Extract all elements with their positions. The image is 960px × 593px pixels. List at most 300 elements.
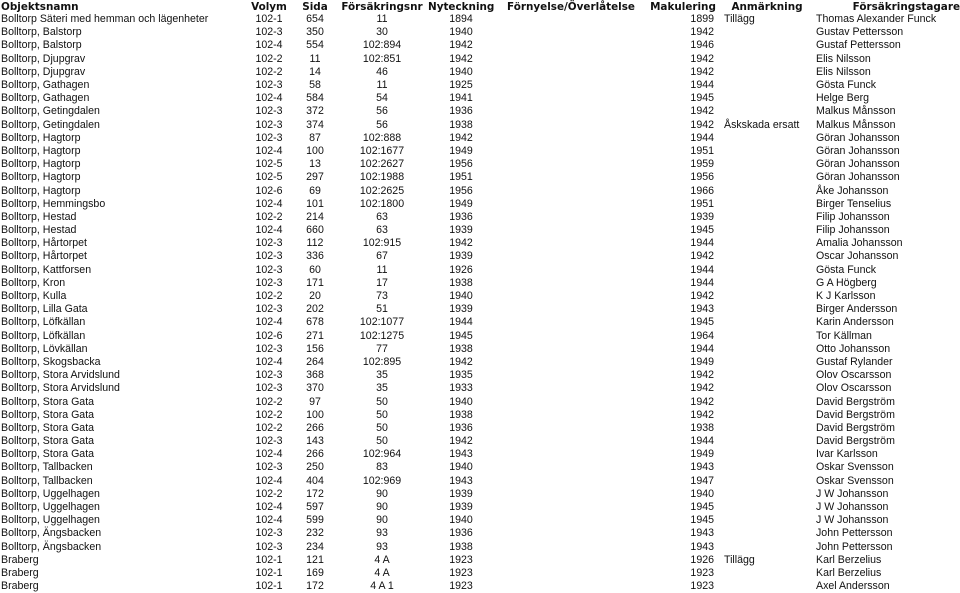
forsakringstagare-cell: Olov Oscarsson (816, 382, 892, 395)
column-header-sida: Sida (302, 0, 328, 13)
volym-cell: 102-3 (255, 435, 283, 448)
forsakringstagare-cell: Gustaf Rylander (816, 355, 893, 368)
forsakringsnr-cell: 30 (376, 26, 388, 39)
fornyelse-spacer-cell (496, 343, 646, 356)
makulering-cell: 1942 (690, 290, 714, 303)
table-row (0, 145, 960, 158)
objektsnamn-cell: Bolltorp, Hagtorp (1, 171, 81, 184)
objektsnamn-cell: Bolltorp, Ängsbacken (1, 540, 102, 553)
nyteckning-cell: 1938 (449, 540, 473, 553)
volym-cell: 102-4 (255, 197, 283, 210)
forsakringsnr-cell: 50 (376, 435, 388, 448)
anmarkning-cell (720, 475, 814, 488)
forsakringsnr-cell: 17 (376, 276, 388, 289)
sida-cell: 271 (306, 329, 324, 342)
makulering-cell: 1966 (690, 184, 714, 197)
table-row (0, 369, 960, 382)
forsakringsnr-cell: 102:1988 (359, 171, 405, 184)
forsakringsnr-cell: 50 (376, 395, 388, 408)
table-row (0, 330, 960, 343)
makulering-cell: 1942 (690, 118, 714, 131)
column-header-makulering: Makulering (650, 0, 716, 13)
anmarkning-cell (720, 290, 814, 303)
anmarkning-cell (720, 316, 814, 329)
objektsnamn-cell: Bolltorp, Lilla Gata (1, 303, 88, 316)
anmarkning-cell (720, 145, 814, 158)
volym-cell: 102-3 (255, 276, 283, 289)
forsakringsnr-cell: 73 (376, 290, 388, 303)
volym-cell: 102-2 (255, 395, 283, 408)
forsakringstagare-cell: Gösta Funck (816, 263, 877, 276)
anmarkning-cell (720, 26, 814, 39)
table-row (0, 132, 960, 145)
makulering-cell: 1942 (690, 369, 714, 382)
table-row (0, 53, 960, 66)
nyteckning-cell: 1923 (449, 566, 473, 579)
forsakringsnr-cell: 83 (376, 461, 388, 474)
anmarkning-cell: Tillägg (724, 13, 755, 26)
anmarkning-cell (720, 527, 814, 540)
forsakringsnr-cell: 50 (376, 408, 388, 421)
volym-cell: 102-2 (255, 487, 283, 500)
nyteckning-cell: 1939 (449, 250, 473, 263)
forsakringstagare-cell: David Bergström (816, 435, 895, 448)
anmarkning-cell (720, 303, 814, 316)
objektsnamn-cell: Braberg (1, 553, 39, 566)
fornyelse-spacer-cell (496, 53, 646, 66)
nyteckning-cell: 1936 (449, 105, 473, 118)
fornyelse-spacer-cell (496, 105, 646, 118)
nyteckning-cell: 1941 (449, 92, 473, 105)
objektsnamn-cell: Bolltorp, Gathagen (1, 79, 90, 92)
sida-cell: 169 (306, 566, 324, 579)
makulering-cell: 1944 (690, 237, 714, 250)
nyteckning-cell: 1939 (449, 224, 473, 237)
volym-cell: 102-4 (255, 224, 283, 237)
volym-cell: 102-3 (255, 250, 283, 263)
anmarkning-cell (720, 277, 814, 290)
anmarkning-cell (720, 435, 814, 448)
table-row (0, 158, 960, 171)
anmarkning-cell (720, 264, 814, 277)
table-row (0, 92, 960, 105)
makulering-cell: 1942 (690, 395, 714, 408)
objektsnamn-cell: Bolltorp, Stora Gata (1, 395, 95, 408)
volym-cell: 102-2 (255, 408, 283, 421)
table-row (0, 277, 960, 290)
table-row (0, 475, 960, 488)
sida-cell: 597 (306, 501, 324, 514)
makulering-cell: 1959 (690, 158, 714, 171)
fornyelse-spacer-cell (496, 264, 646, 277)
table-row (0, 303, 960, 316)
nyteckning-cell: 1938 (449, 118, 473, 131)
fornyelse-spacer-cell (496, 184, 646, 197)
sida-cell: 143 (306, 435, 324, 448)
anmarkning-cell (720, 105, 814, 118)
nyteckning-cell: 1933 (449, 382, 473, 395)
fornyelse-spacer-cell (496, 501, 646, 514)
makulering-cell: 1943 (690, 540, 714, 553)
column-header-nyteckning: Nyteckning (428, 0, 495, 13)
objektsnamn-cell: Bolltorp, Uggelhagen (1, 514, 100, 527)
nyteckning-cell: 1926 (449, 263, 473, 276)
sida-cell: 14 (309, 65, 321, 78)
makulering-cell: 1943 (690, 303, 714, 316)
forsakringstagare-cell: David Bergström (816, 421, 895, 434)
objektsnamn-cell: Braberg (1, 580, 39, 593)
forsakringstagare-cell: Tor Källman (816, 329, 872, 342)
volym-cell: 102-3 (255, 382, 283, 395)
forsakringstagare-cell: G A Högberg (816, 276, 877, 289)
fornyelse-spacer-cell (496, 409, 646, 422)
forsakringsnr-cell: 77 (376, 342, 388, 355)
makulering-cell: 1947 (690, 474, 714, 487)
volym-cell: 102-2 (255, 210, 283, 223)
table-row (0, 448, 960, 461)
anmarkning-cell (720, 211, 814, 224)
table-row (0, 237, 960, 250)
sida-cell: 599 (306, 514, 324, 527)
fornyelse-spacer-cell (496, 395, 646, 408)
anmarkning-cell (720, 461, 814, 474)
anmarkning-cell (720, 488, 814, 501)
fornyelse-spacer-cell (496, 330, 646, 343)
sida-cell: 250 (306, 461, 324, 474)
column-header-objektsnamn: Objektsnamn (1, 0, 79, 13)
nyteckning-cell: 1943 (449, 474, 473, 487)
forsakringstagare-cell: Åke Johansson (816, 184, 889, 197)
nyteckning-cell: 1939 (449, 303, 473, 316)
objektsnamn-cell: Bolltorp, Hagtorp (1, 158, 81, 171)
sida-cell: 404 (306, 474, 324, 487)
anmarkning-cell (720, 79, 814, 92)
fornyelse-spacer-cell (496, 567, 646, 580)
sida-cell: 121 (306, 553, 324, 566)
anmarkning-cell (720, 395, 814, 408)
objektsnamn-cell: Bolltorp, Djupgrav (1, 65, 86, 78)
fornyelse-spacer-cell (496, 475, 646, 488)
nyteckning-cell: 1940 (449, 26, 473, 39)
anmarkning-cell (720, 184, 814, 197)
anmarkning-cell (720, 39, 814, 52)
nyteckning-cell: 1943 (449, 448, 473, 461)
table-row (0, 119, 960, 132)
fornyelse-spacer-cell (496, 316, 646, 329)
nyteckning-cell: 1940 (449, 514, 473, 527)
volym-cell: 102-1 (255, 13, 283, 26)
anmarkning-cell (720, 580, 814, 593)
forsakringsnr-cell: 63 (376, 224, 388, 237)
table-row (0, 39, 960, 52)
objektsnamn-cell: Bolltorp, Hestad (1, 210, 77, 223)
fornyelse-spacer-cell (496, 158, 646, 171)
table-row (0, 224, 960, 237)
column-header-forsakringstagare: Försäkringstagare (852, 0, 960, 13)
forsakringstagare-cell: Oscar Johansson (816, 250, 899, 263)
table-row (0, 422, 960, 435)
table-row (0, 382, 960, 395)
makulering-cell: 1942 (690, 65, 714, 78)
objektsnamn-cell: Bolltorp, Gathagen (1, 92, 90, 105)
fornyelse-spacer-cell (496, 488, 646, 501)
makulering-cell: 1923 (690, 566, 714, 579)
makulering-cell: 1945 (690, 224, 714, 237)
nyteckning-cell: 1942 (449, 52, 473, 65)
volym-cell: 102-3 (255, 540, 283, 553)
anmarkning-cell (720, 541, 814, 554)
table-row (0, 527, 960, 540)
forsakringsnr-cell: 35 (376, 382, 388, 395)
table-row (0, 264, 960, 277)
table-body (0, 13, 960, 593)
objektsnamn-cell: Bolltorp, Uggelhagen (1, 487, 100, 500)
volym-cell: 102-3 (255, 131, 283, 144)
anmarkning-cell (720, 237, 814, 250)
nyteckning-cell: 1936 (449, 421, 473, 434)
forsakringstagare-cell: Gösta Funck (816, 79, 877, 92)
sida-cell: 172 (306, 487, 324, 500)
fornyelse-spacer-cell (496, 145, 646, 158)
fornyelse-spacer-cell (496, 13, 646, 26)
forsakringsnr-cell: 102:851 (362, 52, 402, 65)
table-row (0, 171, 960, 184)
forsakringstagare-cell: David Bergström (816, 408, 895, 421)
volym-cell: 102-5 (255, 171, 283, 184)
objektsnamn-cell: Braberg (1, 566, 39, 579)
anmarkning-cell (720, 198, 814, 211)
volym-cell: 102-5 (255, 158, 283, 171)
forsakringstagare-cell: Karin Andersson (816, 316, 894, 329)
fornyelse-spacer-cell (496, 224, 646, 237)
sida-cell: 60 (309, 263, 321, 276)
forsakringsnr-cell: 102:888 (362, 131, 402, 144)
volym-cell: 102-6 (255, 184, 283, 197)
objektsnamn-cell: Bolltorp, Kulla (1, 290, 67, 303)
objektsnamn-cell: Bolltorp, Stora Arvidslund (1, 382, 120, 395)
forsakringsnr-cell: 93 (376, 540, 388, 553)
fornyelse-spacer-cell (496, 171, 646, 184)
sida-cell: 156 (306, 342, 324, 355)
forsakringsnr-cell: 11 (376, 13, 388, 26)
objektsnamn-cell: Bolltorp, Kattforsen (1, 263, 92, 276)
nyteckning-cell: 1940 (449, 290, 473, 303)
makulering-cell: 1939 (690, 210, 714, 223)
anmarkning-cell (720, 343, 814, 356)
objektsnamn-cell: Bolltorp Säteri med hemman och lägenheter (1, 13, 209, 26)
sida-cell: 232 (306, 527, 324, 540)
nyteckning-cell: 1938 (449, 408, 473, 421)
objektsnamn-cell: Bolltorp, Hagtorp (1, 131, 81, 144)
sida-cell: 87 (309, 131, 321, 144)
volym-cell: 102-3 (255, 461, 283, 474)
volym-cell: 102-3 (255, 527, 283, 540)
column-header-anmarkning: Anmärkning (731, 0, 803, 13)
objektsnamn-cell: Bolltorp, Hagtorp (1, 144, 81, 157)
makulering-cell: 1944 (690, 276, 714, 289)
table-row (0, 514, 960, 527)
fornyelse-spacer-cell (496, 66, 646, 79)
objektsnamn-cell: Bolltorp, Stora Arvidslund (1, 369, 120, 382)
nyteckning-cell: 1939 (449, 487, 473, 500)
fornyelse-spacer-cell (496, 527, 646, 540)
anmarkning-cell (720, 66, 814, 79)
objektsnamn-cell: Bolltorp, Hårtorpet (1, 250, 87, 263)
volym-cell: 102-3 (255, 26, 283, 39)
forsakringsnr-cell: 4 A (374, 553, 390, 566)
fornyelse-spacer-cell (496, 541, 646, 554)
volym-cell: 102-4 (255, 92, 283, 105)
nyteckning-cell: 1923 (449, 553, 473, 566)
forsakringsnr-cell: 102:2625 (359, 184, 405, 197)
volym-cell: 102-3 (255, 237, 283, 250)
forsakringsnr-cell: 11 (376, 263, 388, 276)
volym-cell: 102-4 (255, 39, 283, 52)
anmarkning-cell: Tillägg (724, 553, 755, 566)
forsakringsnr-cell: 102:969 (362, 474, 402, 487)
sida-cell: 101 (306, 197, 324, 210)
nyteckning-cell: 1956 (449, 184, 473, 197)
table-row (0, 461, 960, 474)
nyteckning-cell: 1894 (449, 13, 473, 26)
forsakringsnr-cell: 90 (376, 487, 388, 500)
forsakringsnr-cell: 51 (376, 303, 388, 316)
objektsnamn-cell: Bolltorp, Stora Gata (1, 435, 95, 448)
table-row (0, 567, 960, 580)
sida-cell: 554 (306, 39, 324, 52)
sida-cell: 97 (309, 395, 321, 408)
sida-cell: 172 (306, 580, 324, 593)
sida-cell: 58 (309, 79, 321, 92)
volym-cell: 102-6 (255, 329, 283, 342)
forsakringstagare-cell: Malkus Månsson (816, 105, 896, 118)
forsakringstagare-cell: Malkus Månsson (816, 118, 896, 131)
forsakringstagare-cell: Karl Berzelius (816, 553, 882, 566)
makulering-cell: 1945 (690, 92, 714, 105)
fornyelse-spacer-cell (496, 92, 646, 105)
objektsnamn-cell: Bolltorp, Hemmingsbo (1, 197, 106, 210)
makulering-cell: 1945 (690, 514, 714, 527)
forsakringstagare-cell: Karl Berzelius (816, 566, 882, 579)
forsakringsnr-cell: 54 (376, 92, 388, 105)
forsakringstagare-cell: Elis Nilsson (816, 65, 871, 78)
fornyelse-spacer-cell (496, 514, 646, 527)
table-row (0, 211, 960, 224)
objektsnamn-cell: Bolltorp, Uggelhagen (1, 501, 100, 514)
nyteckning-cell: 1936 (449, 210, 473, 223)
volym-cell: 102-3 (255, 342, 283, 355)
nyteckning-cell: 1938 (449, 276, 473, 289)
sida-cell: 584 (306, 92, 324, 105)
forsakringstagare-cell: Thomas Alexander Funck (816, 13, 937, 26)
forsakringsnr-cell: 63 (376, 210, 388, 223)
forsakringstagare-cell: Filip Johansson (816, 210, 890, 223)
anmarkning-cell (720, 92, 814, 105)
sida-cell: 13 (309, 158, 321, 171)
forsakringsnr-cell: 56 (376, 105, 388, 118)
table-row (0, 409, 960, 422)
forsakringstagare-cell: Göran Johansson (816, 171, 900, 184)
anmarkning-cell (720, 514, 814, 527)
makulering-cell: 1942 (690, 382, 714, 395)
makulering-cell: 1926 (690, 553, 714, 566)
anmarkning-cell (720, 356, 814, 369)
nyteckning-cell: 1942 (449, 39, 473, 52)
forsakringstagare-cell: Gustaf Pettersson (816, 39, 901, 52)
table-row (0, 66, 960, 79)
fornyelse-spacer-cell (496, 435, 646, 448)
fornyelse-spacer-cell (496, 132, 646, 145)
volym-cell: 102-4 (255, 448, 283, 461)
objektsnamn-cell: Bolltorp, Stora Gata (1, 448, 95, 461)
fornyelse-spacer-cell (496, 250, 646, 263)
fornyelse-spacer-cell (496, 554, 646, 567)
forsakringstagare-cell: Oskar Svensson (816, 461, 894, 474)
forsakringsnr-cell: 102:1677 (359, 144, 405, 157)
forsakringstagare-cell: Otto Johansson (816, 342, 891, 355)
fornyelse-spacer-cell (496, 39, 646, 52)
fornyelse-spacer-cell (496, 369, 646, 382)
table-row (0, 198, 960, 211)
fornyelse-spacer-cell (496, 211, 646, 224)
forsakringstagare-cell: Göran Johansson (816, 144, 900, 157)
forsakringsnr-cell: 102:895 (362, 355, 402, 368)
forsakringstagare-cell: K J Karlsson (816, 290, 876, 303)
nyteckning-cell: 1942 (449, 237, 473, 250)
table-row (0, 13, 960, 26)
anmarkning-cell (720, 567, 814, 580)
table-row (0, 395, 960, 408)
nyteckning-cell: 1945 (449, 329, 473, 342)
fornyelse-spacer-cell (496, 448, 646, 461)
sida-cell: 660 (306, 224, 324, 237)
fornyelse-spacer-cell (496, 79, 646, 92)
sida-cell: 11 (309, 52, 321, 65)
table-row (0, 105, 960, 118)
table-row (0, 316, 960, 329)
makulering-cell: 1942 (690, 52, 714, 65)
makulering-cell: 1944 (690, 435, 714, 448)
volym-cell: 102-2 (255, 52, 283, 65)
makulering-cell: 1944 (690, 131, 714, 144)
makulering-cell: 1899 (690, 13, 714, 26)
volym-cell: 102-3 (255, 79, 283, 92)
sida-cell: 20 (309, 290, 321, 303)
forsakringstagare-cell: Göran Johansson (816, 158, 900, 171)
makulering-cell: 1943 (690, 461, 714, 474)
nyteckning-cell: 1942 (449, 131, 473, 144)
objektsnamn-cell: Bolltorp, Stora Gata (1, 421, 95, 434)
forsakringstagare-cell: Birger Andersson (816, 303, 898, 316)
makulering-cell: 1943 (690, 527, 714, 540)
volym-cell: 102-3 (255, 303, 283, 316)
objektsnamn-cell: Bolltorp, Djupgrav (1, 52, 86, 65)
fornyelse-spacer-cell (496, 26, 646, 39)
forsakringstagare-cell: Göran Johansson (816, 131, 900, 144)
forsakringsnr-cell: 11 (376, 79, 388, 92)
nyteckning-cell: 1944 (449, 316, 473, 329)
nyteckning-cell: 1942 (449, 435, 473, 448)
makulering-cell: 1944 (690, 263, 714, 276)
sida-cell: 171 (306, 276, 324, 289)
volym-cell: 102-1 (255, 580, 283, 593)
sida-cell: 374 (306, 118, 324, 131)
forsakringsnr-cell: 102:1800 (359, 197, 405, 210)
makulering-cell: 1945 (690, 501, 714, 514)
sida-cell: 202 (306, 303, 324, 316)
objektsnamn-cell: Bolltorp, Getingdalen (1, 105, 100, 118)
volym-cell: 102-2 (255, 290, 283, 303)
